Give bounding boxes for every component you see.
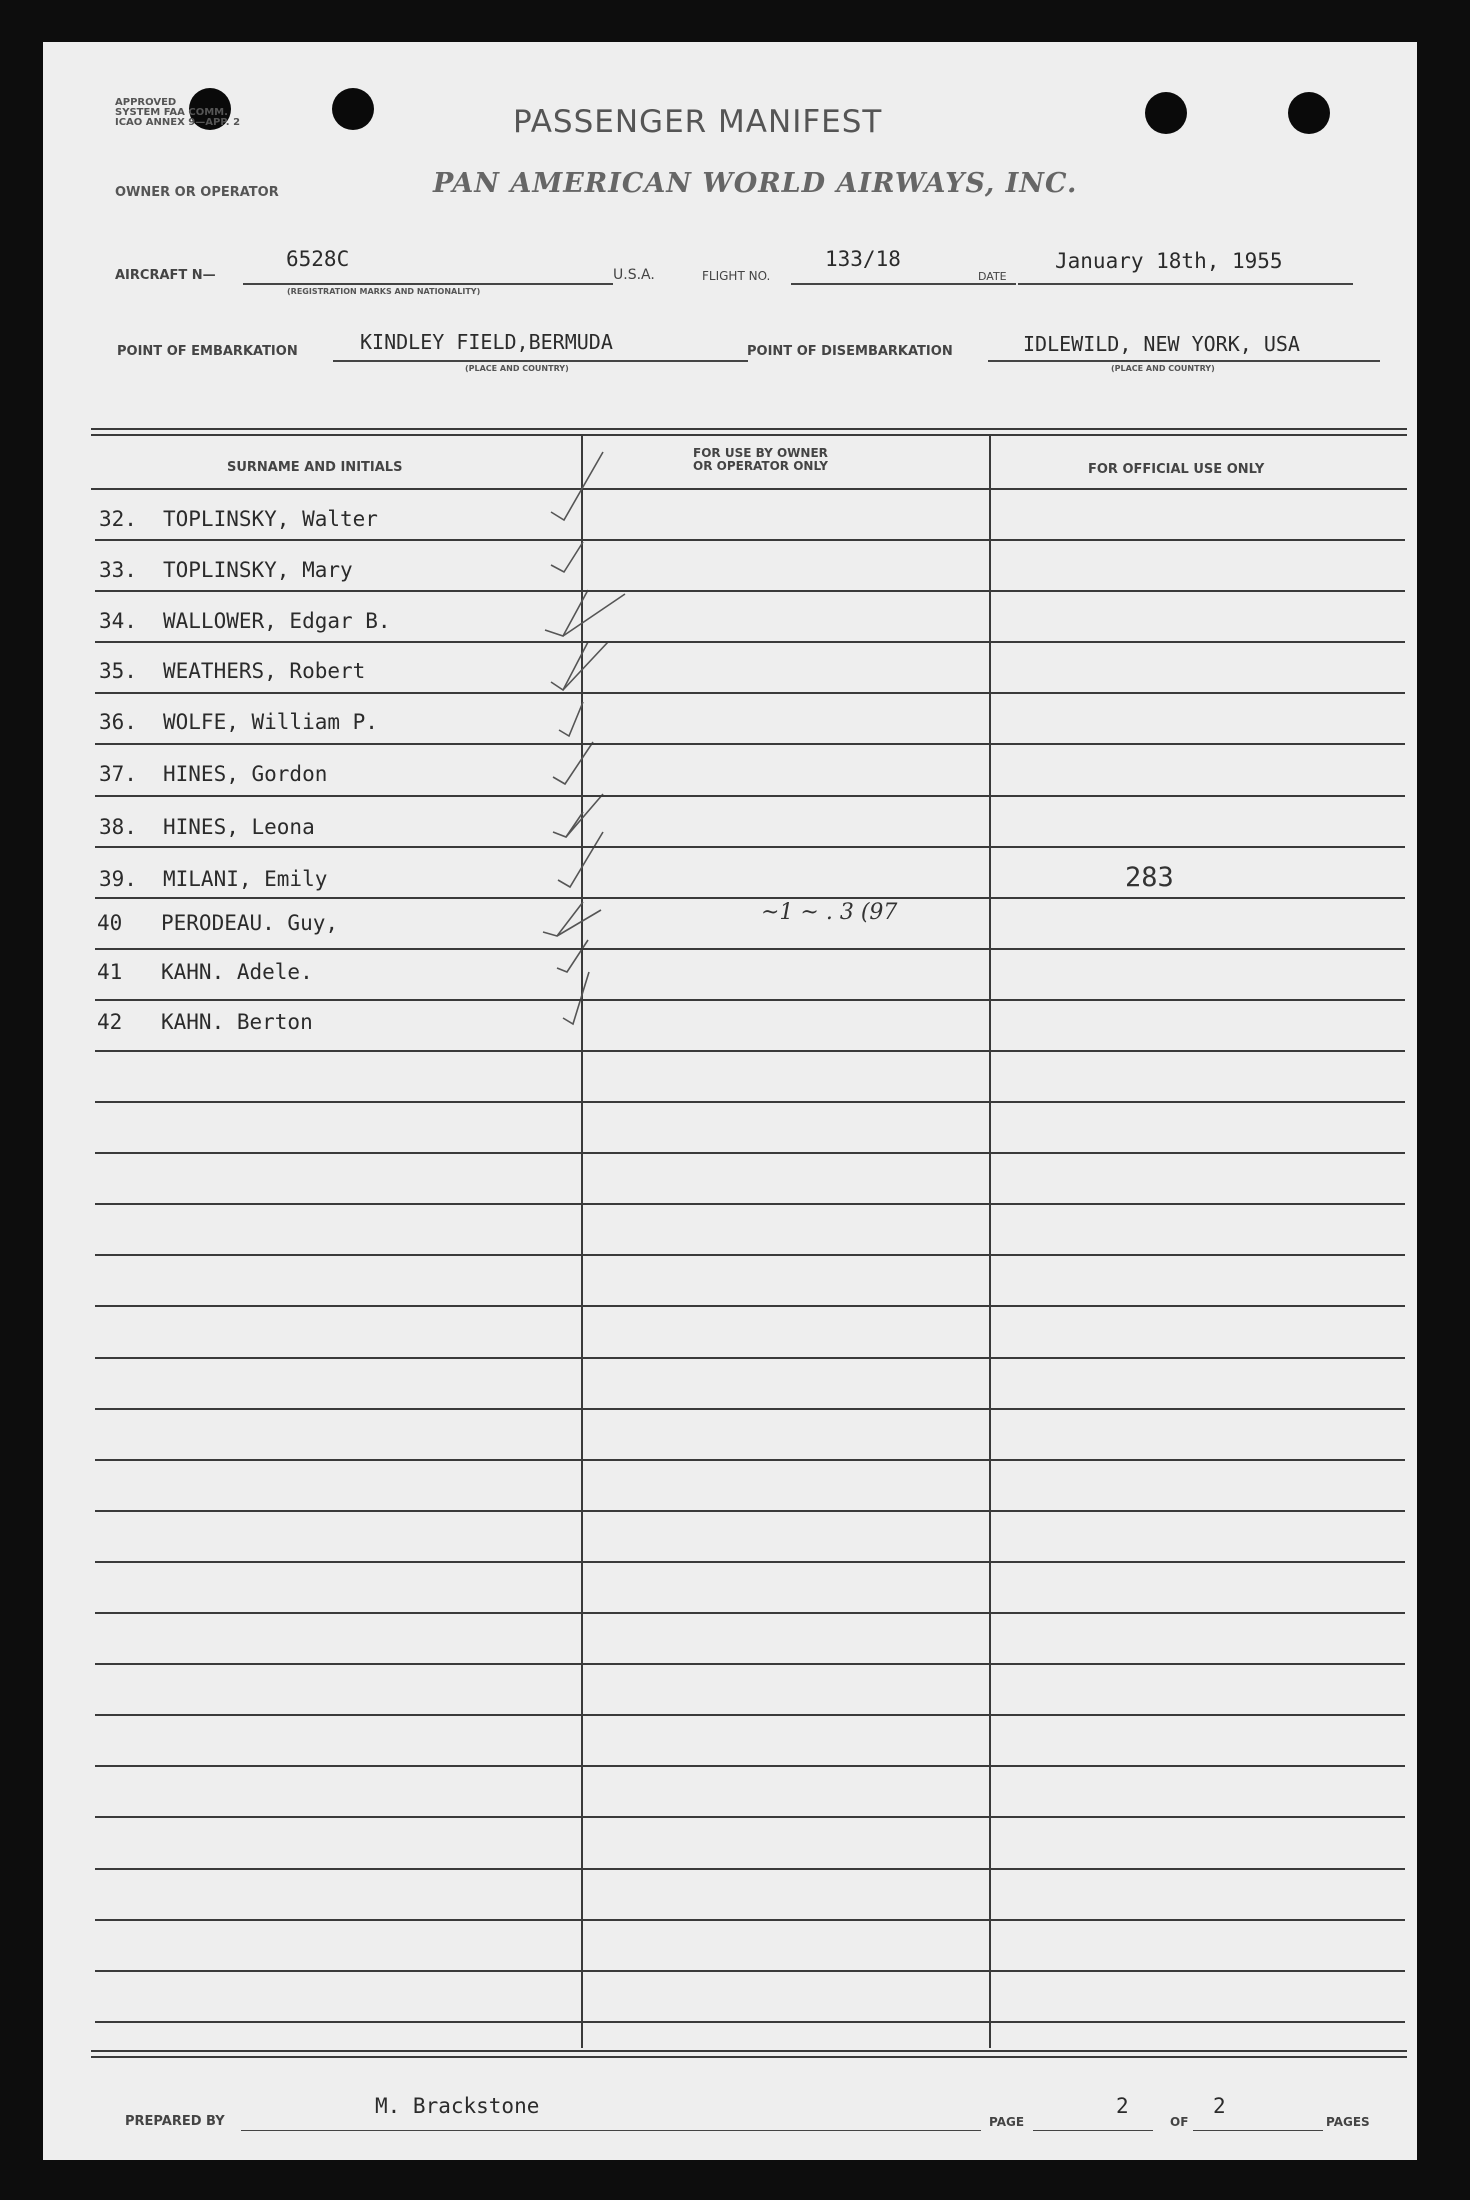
- page-underline: [1033, 2130, 1153, 2131]
- passenger-name: KAHN. Adele.: [161, 960, 313, 984]
- pages-label: PAGES: [1326, 2115, 1370, 2129]
- row-rule: [95, 1868, 1405, 1870]
- row-rule: [95, 1459, 1405, 1461]
- aircraft-value: 6528C: [286, 247, 350, 271]
- row-rule: [95, 1714, 1405, 1716]
- flight-value: 133/18: [825, 247, 901, 271]
- page-label: PAGE: [989, 2115, 1025, 2129]
- check-mark: [553, 742, 593, 784]
- row-rule: [95, 897, 1405, 899]
- row-rule: [95, 948, 1405, 950]
- check-mark: [558, 832, 603, 887]
- check-mark: [563, 972, 589, 1024]
- row-rule: [95, 1305, 1405, 1307]
- row-rule: [95, 795, 1405, 797]
- row-rule: [95, 2021, 1405, 2023]
- of-underline: [1193, 2130, 1323, 2131]
- prepared-by-value: M. Brackstone: [375, 2094, 540, 2118]
- passenger-number: 42: [97, 1010, 123, 1034]
- row-rule: [95, 590, 1405, 592]
- passenger-number: 33.: [99, 558, 137, 582]
- usa-label: U.S.A.: [613, 267, 655, 283]
- row-rule: [95, 1612, 1405, 1614]
- disembarkation-sublabel: (PLACE AND COUNTRY): [1111, 364, 1215, 373]
- passenger-name: KAHN. Berton: [161, 1010, 313, 1034]
- row-rule: [95, 1101, 1405, 1103]
- col-header-operator: FOR USE BY OWNER OR OPERATOR ONLY: [693, 446, 828, 473]
- row-rule: [95, 539, 1405, 541]
- check-mark: [551, 542, 583, 572]
- row-rule: [95, 1663, 1405, 1665]
- table-bottom-rule: [91, 2050, 1407, 2052]
- passenger-number: 40: [97, 911, 123, 935]
- passenger-number: 36.: [99, 710, 137, 734]
- embarkation-value: KINDLEY FIELD,BERMUDA: [360, 330, 613, 354]
- row-rule: [95, 1561, 1405, 1563]
- passenger-name: WOLFE, William P.: [163, 710, 378, 734]
- operator-handwritten-note: ~1 ~ . 3 (97: [761, 900, 898, 925]
- row-rule: [95, 1765, 1405, 1767]
- check-marks: [43, 42, 1417, 1142]
- page-title: PASSENGER MANIFEST: [513, 104, 883, 140]
- approval-text: APPROVED SYSTEM FAA COMM. ICAO ANNEX 9—APP. 2: [115, 97, 241, 128]
- col-header-surname: SURNAME AND INITIALS: [227, 460, 403, 475]
- passenger-number: 35.: [99, 659, 137, 683]
- owner-label: OWNER OR OPERATOR: [115, 185, 279, 200]
- passenger-name: TOPLINSKY, Mary: [163, 558, 353, 582]
- check-mark: [559, 702, 583, 736]
- row-rule: [95, 743, 1405, 745]
- row-rule: [95, 692, 1405, 694]
- date-value: January 18th, 1955: [1055, 249, 1283, 273]
- official-note: 283: [1125, 862, 1174, 893]
- row-rule: [95, 1970, 1405, 1972]
- disembarkation-value: IDLEWILD, NEW YORK, USA: [1023, 332, 1300, 356]
- check-mark: [545, 590, 588, 636]
- passenger-name: TOPLINSKY, Walter: [163, 507, 378, 531]
- row-rule: [95, 1357, 1405, 1359]
- row-rule: [95, 1254, 1405, 1256]
- embarkation-label: POINT OF EMBARKATION: [117, 344, 298, 359]
- page-number: 2: [1116, 2094, 1129, 2118]
- of-label: OF: [1170, 2115, 1189, 2129]
- prepared-by-label: PREPARED BY: [125, 2114, 225, 2129]
- passenger-name: HINES, Gordon: [163, 762, 328, 786]
- passenger-name: WALLOWER, Edgar B.: [163, 609, 391, 633]
- disembarkation-label: POINT OF DISEMBARKATION: [747, 344, 953, 359]
- total-pages: 2: [1213, 2094, 1226, 2118]
- passenger-name: PERODEAU. Guy,: [161, 911, 339, 935]
- passenger-name: MILANI, Emily: [163, 867, 328, 891]
- passenger-number: 32.: [99, 507, 137, 531]
- passenger-number: 38.: [99, 815, 137, 839]
- operator-name: PAN AMERICAN WORLD AIRWAYS, INC.: [433, 168, 1078, 199]
- check-mark: [553, 794, 603, 837]
- passenger-name: WEATHERS, Robert: [163, 659, 366, 683]
- aircraft-sublabel: (REGISTRATION MARKS AND NATIONALITY): [287, 287, 481, 296]
- check-mark: [557, 940, 588, 972]
- row-rule: [95, 1510, 1405, 1512]
- aircraft-label: AIRCRAFT N—: [115, 268, 216, 283]
- check-mark: [551, 452, 603, 520]
- passenger-number: 41: [97, 960, 123, 984]
- date-label: DATE: [978, 270, 1007, 283]
- table-bottom-rule: [91, 2056, 1407, 2058]
- passenger-name: HINES, Leona: [163, 815, 315, 839]
- passenger-number: 39.: [99, 867, 137, 891]
- row-rule: [95, 1050, 1405, 1052]
- row-rule: [95, 1919, 1405, 1921]
- row-rule: [95, 641, 1405, 643]
- row-rule: [95, 999, 1405, 1001]
- passenger-number: 37.: [99, 762, 137, 786]
- manifest-sheet: [43, 42, 1417, 2160]
- prepared-by-underline: [241, 2130, 981, 2131]
- flight-label: FLIGHT NO.: [702, 269, 771, 283]
- row-rule: [95, 1408, 1405, 1410]
- col-header-official: FOR OFFICIAL USE ONLY: [1088, 462, 1265, 477]
- passenger-number: 34.: [99, 609, 137, 633]
- check-mark: [543, 902, 583, 936]
- row-rule: [95, 1152, 1405, 1154]
- embarkation-sublabel: (PLACE AND COUNTRY): [465, 364, 569, 373]
- row-rule: [95, 846, 1405, 848]
- row-rule: [95, 1203, 1405, 1205]
- row-rule: [95, 1816, 1405, 1818]
